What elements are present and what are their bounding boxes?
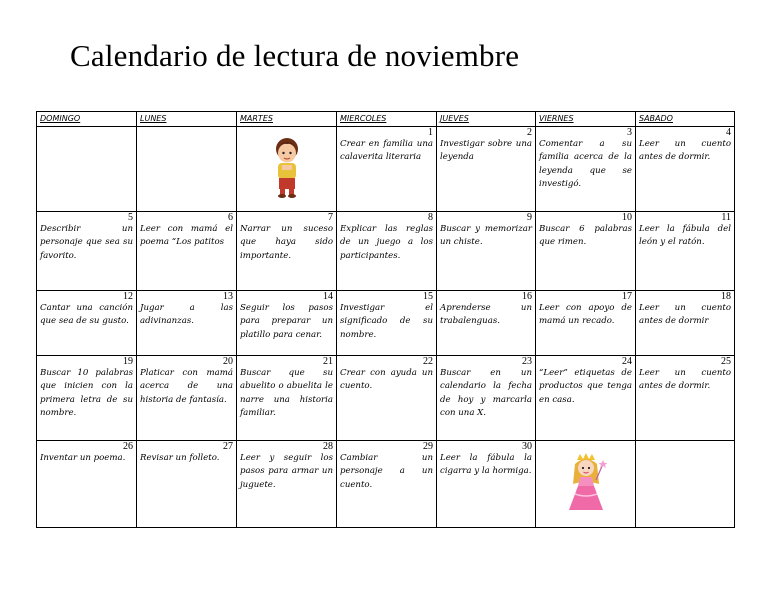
day-activity: Buscar 10 palabras que inicien con la primera letra de su nombre. — [40, 368, 133, 418]
day-number: 29 — [423, 441, 433, 452]
day-cell — [137, 291, 237, 356]
day-number: 28 — [323, 441, 333, 452]
day-cell — [37, 356, 137, 441]
day-number: 10 — [622, 212, 632, 223]
day-cell — [137, 212, 237, 291]
day-number: 26 — [123, 441, 133, 452]
day-number: 13 — [223, 291, 233, 302]
day-number: 11 — [721, 212, 731, 223]
day-number: 5 — [128, 212, 133, 223]
day-activity: Jugar a las adivinanzas. — [140, 303, 233, 327]
day-cell-empty — [636, 441, 735, 528]
day-number: 30 — [522, 441, 532, 452]
day-cell — [337, 441, 437, 528]
day-number: 17 — [622, 291, 632, 302]
day-number: 16 — [522, 291, 532, 302]
week-row — [37, 127, 735, 212]
day-cell — [536, 356, 636, 441]
week-row — [37, 291, 735, 356]
day-activity: Cantar una canción que sea de su gusto. — [40, 303, 133, 327]
day-number: 15 — [423, 291, 433, 302]
day-activity: Buscar 6 palabras que rimen. — [539, 224, 632, 248]
weekday-header: MARTES — [237, 112, 337, 127]
day-activity: Buscar que su abuelito o abuelita le narre una historia familiar. — [240, 368, 333, 418]
weekday-header: DOMINGO — [37, 112, 137, 127]
day-cell — [137, 356, 237, 441]
weekday-header: LUNES — [137, 112, 237, 127]
day-cell-empty — [137, 127, 237, 212]
day-cell — [337, 291, 437, 356]
day-activity: Leer la fábula del león y el ratón. — [639, 224, 731, 248]
day-number: 4 — [726, 127, 731, 138]
day-cell — [237, 212, 337, 291]
day-cell — [137, 441, 237, 528]
day-cell — [37, 291, 137, 356]
day-activity: Buscar y memorizar un chiste. — [440, 224, 532, 248]
week-row — [37, 356, 735, 441]
weekday-header: JUEVES — [437, 112, 536, 127]
day-cell — [437, 212, 536, 291]
boy-cartoon-icon — [267, 135, 307, 199]
day-cell — [636, 356, 735, 441]
day-activity: Explicar las reglas de un juego a los participantes. — [340, 224, 433, 261]
day-cell — [337, 356, 437, 441]
day-cell — [636, 212, 735, 291]
day-cell — [437, 356, 536, 441]
day-activity: Investigar el significado de su nombre. — [340, 303, 433, 340]
day-activity: Buscar en un calendario la fecha de hoy y marcarla con una X. — [440, 368, 532, 418]
day-cell — [237, 356, 337, 441]
day-cell — [437, 441, 536, 528]
day-activity: Crear en familia una calaverita literaria — [340, 139, 433, 163]
day-activity: Describir un personaje que sea su favorito. — [40, 224, 133, 261]
day-activity: Leer la fábula la cigarra y la hormiga. — [440, 453, 532, 477]
day-activity: Cambiar un personaje a un cuento. — [340, 453, 433, 490]
day-cell-image — [536, 441, 636, 528]
day-number: 23 — [522, 356, 532, 367]
day-activity: Platicar con mamá acerca de una historia de fantasía. — [140, 368, 233, 405]
day-number: 12 — [123, 291, 133, 302]
day-activity: Leer un cuento antes de dormir. — [639, 368, 731, 392]
day-cell — [237, 441, 337, 528]
day-number: 1 — [428, 127, 433, 138]
day-cell — [37, 212, 137, 291]
day-number: 7 — [328, 212, 333, 223]
day-cell — [337, 127, 437, 212]
day-cell — [437, 127, 536, 212]
day-number: 8 — [428, 212, 433, 223]
day-number: 22 — [423, 356, 433, 367]
day-activity: Aprenderse un trabalenguas. — [440, 303, 532, 327]
day-cell — [636, 127, 735, 212]
day-activity: Seguir los pasos para preparar un platillo para cenar. — [240, 303, 333, 340]
day-cell — [536, 291, 636, 356]
weekday-header-row — [37, 112, 735, 127]
day-activity: Investigar sobre una leyenda — [440, 139, 532, 163]
day-cell-image — [237, 127, 337, 212]
page-title: Calendario de lectura de noviembre — [70, 38, 520, 73]
day-cell — [237, 291, 337, 356]
day-activity: Inventar un poema. — [40, 453, 126, 463]
day-number: 18 — [721, 291, 731, 302]
day-activity: Narrar un suceso que haya sido importante. — [240, 224, 333, 261]
day-cell — [536, 127, 636, 212]
day-cell — [636, 291, 735, 356]
princess-cartoon-icon — [563, 450, 609, 512]
day-activity: “Leer” etiquetas de productos que tenga en casa. — [539, 368, 632, 405]
weekday-header: SABADO — [636, 112, 735, 127]
day-cell — [536, 212, 636, 291]
day-number: 20 — [223, 356, 233, 367]
calendar-table — [36, 111, 735, 528]
day-number: 3 — [627, 127, 632, 138]
day-number: 24 — [622, 356, 632, 367]
day-number: 2 — [527, 127, 532, 138]
day-number: 19 — [123, 356, 133, 367]
day-activity: Leer con mamá el poema “Los patitos — [140, 224, 233, 248]
day-cell-empty — [37, 127, 137, 212]
week-row — [37, 441, 735, 528]
day-number: 6 — [228, 212, 233, 223]
day-number: 14 — [323, 291, 333, 302]
week-row — [37, 212, 735, 291]
day-activity: Crear con ayuda un cuento. — [340, 368, 433, 392]
weekday-header: VIERNES — [536, 112, 636, 127]
day-activity: Leer un cuento antes de dormir. — [639, 139, 731, 163]
day-number: 9 — [527, 212, 532, 223]
day-activity: Revisar un folleto. — [140, 453, 220, 463]
day-cell — [437, 291, 536, 356]
day-cell — [37, 441, 137, 528]
day-cell — [337, 212, 437, 291]
day-activity: Comentar a su familia acerca de la leyenda que se investigó. — [539, 139, 632, 189]
day-activity: Leer y seguir los pasos para armar un juguete. — [240, 453, 333, 490]
day-number: 27 — [223, 441, 233, 452]
day-number: 21 — [323, 356, 333, 367]
day-activity: Leer con apoyo de mamá un recado. — [539, 303, 632, 327]
weekday-header: MIERCOLES — [337, 112, 437, 127]
day-number: 25 — [721, 356, 731, 367]
day-activity: Leer un cuento antes de dormir — [639, 303, 731, 327]
